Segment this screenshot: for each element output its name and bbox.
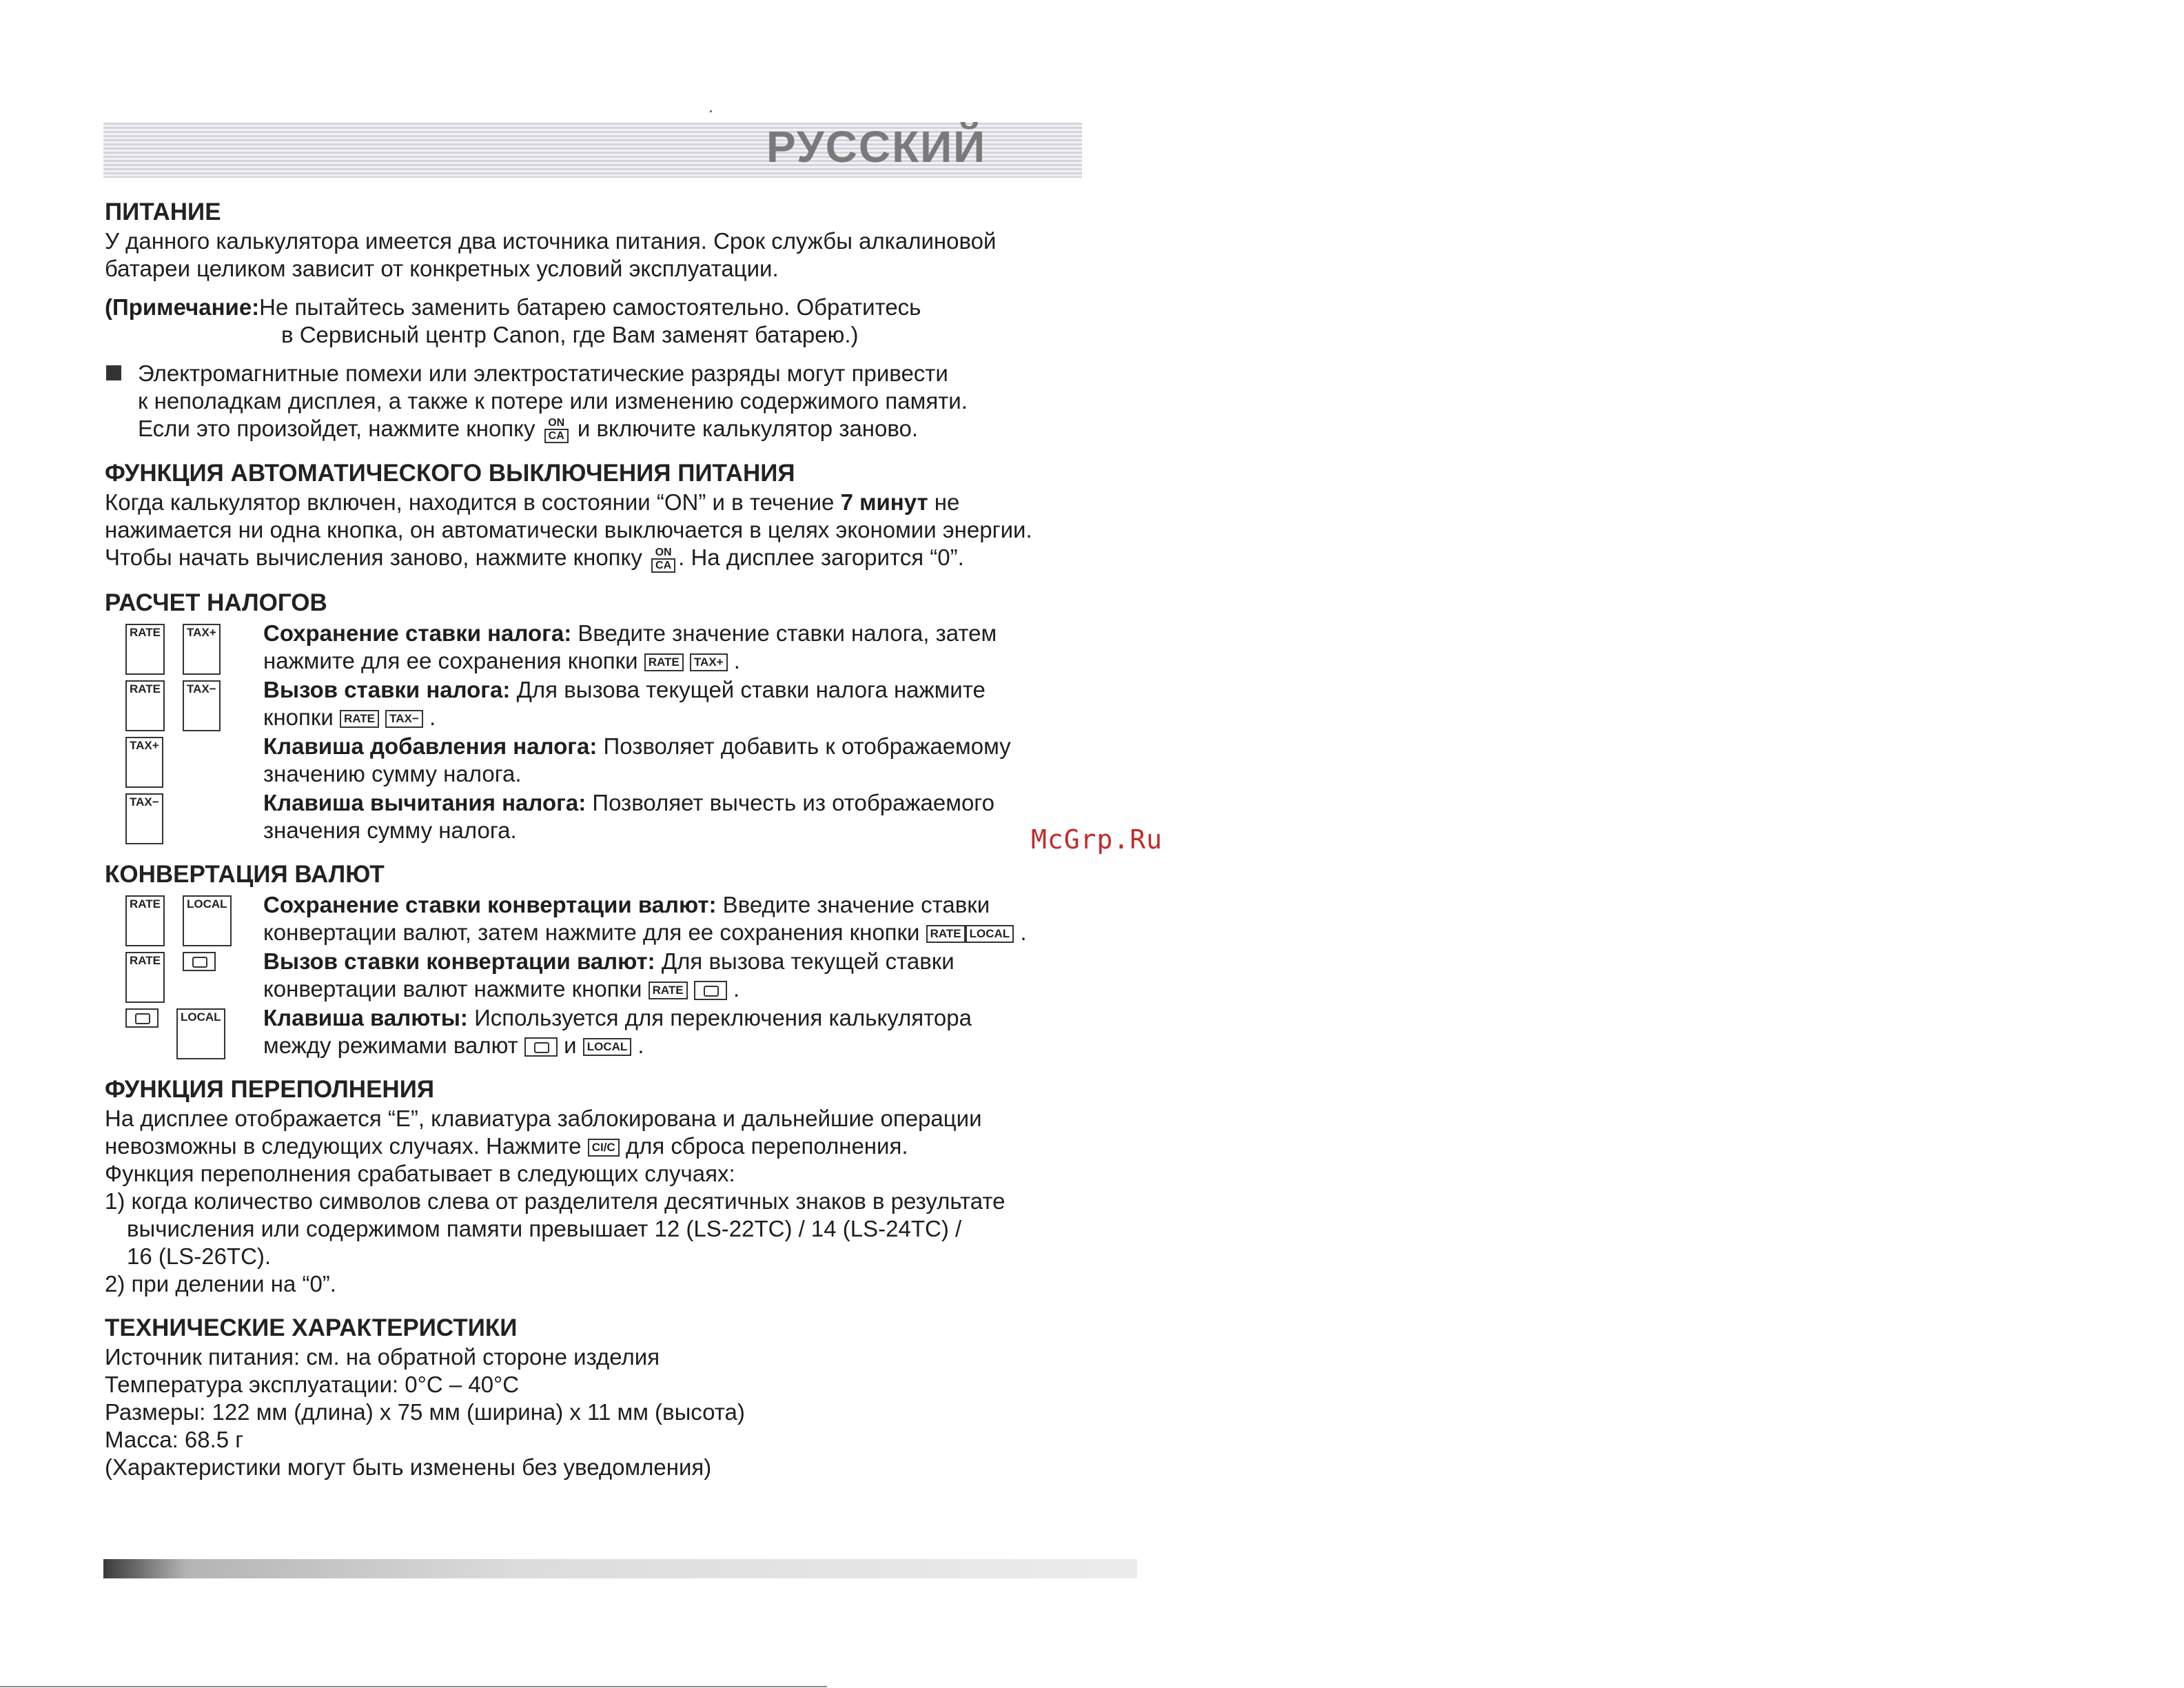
currency-item-line: между режимами валют и LOCAL .: [263, 1032, 644, 1058]
tax-item-line: значению сумму налога.: [263, 760, 522, 786]
auto-off-minutes: 7 минут: [840, 489, 928, 516]
overflow-case: вычисления или содержимом памяти превышает 12 (LS-22TC) / 14 (LS-24TC) /: [127, 1215, 962, 1241]
spec-line: Температура эксплуатации: 0°C – 40°C: [105, 1371, 520, 1397]
footer-band: [103, 1559, 1137, 1578]
power-heading: ПИТАНИЕ: [105, 199, 221, 225]
auto-off-text: Когда калькулятор включен, находится в состоянии “ON” и в течение: [105, 489, 841, 516]
overflow-heading: ФУНКЦИЯ ПЕРЕПОЛНЕНИЯ: [105, 1075, 435, 1103]
currency-item-line: конвертации валют нажмите кнопки RATE .: [263, 975, 740, 1001]
tax-plus-key: TAX+: [183, 624, 221, 675]
currency-item-line: [263, 891, 1118, 919]
currency-icon: [694, 981, 727, 1000]
currency-item: [105, 891, 1118, 946]
tax-item-text: кнопки: [263, 704, 334, 730]
local-key: LOCAL: [966, 925, 1014, 943]
tax-item-line: [263, 733, 1118, 760]
currency-icon: [183, 952, 216, 971]
tax-item-text: нажмите для ее сохранения кнопки: [263, 647, 638, 673]
spec-line: Источник питания: см. на обратной стороне изделия: [105, 1343, 660, 1370]
on-ca-key: [544, 417, 569, 443]
tax-heading: РАСЧЕТ НАЛОГОВ: [105, 589, 327, 616]
currency-item-text: конвертации валют, затем нажмите для ее сохранения кнопки: [263, 919, 920, 945]
on-label: ON: [655, 546, 672, 558]
note-label: (Примечание:: [105, 294, 260, 320]
currency-item-text: Введите значение ставки: [716, 891, 990, 917]
overflow-case: 16 (LS-26TC).: [127, 1243, 272, 1269]
tax-item: [105, 789, 1118, 844]
auto-off-line: [105, 544, 1118, 572]
tax-item-title: Сохранение ставки налога:: [263, 620, 572, 646]
tax-item: [105, 620, 1118, 675]
auto-off-line: [105, 489, 1118, 516]
tax-item-title: Вызов ставки налога:: [263, 676, 511, 702]
tax-item: [105, 733, 1118, 788]
overflow-text: невозможны в следующих случаях. Нажмите: [105, 1132, 588, 1159]
tax-item-text: Для вызова текущей ставки налога нажмите: [510, 676, 986, 702]
currency-item: [105, 948, 1118, 1003]
local-key: LOCAL: [183, 895, 232, 946]
tax-item-line: кнопки RATE TAX− .: [263, 704, 436, 730]
overflow-line: На дисплее отображается “E”, клавиатура заблокирована и дальнейшие операции: [105, 1105, 982, 1131]
currency-item-text: Для вызова текущей ставки: [655, 948, 955, 974]
currency-icon: [125, 1008, 159, 1028]
auto-off-heading: ФУНКЦИЯ АВТОМАТИЧЕСКОГО ВЫКЛЮЧЕНИЯ ПИТАНИЯ: [105, 460, 795, 487]
tax-item-title: Клавиша добавления налога:: [263, 733, 598, 759]
tax-item-text: Позволяет вычесть из отображаемого: [586, 789, 994, 815]
note-line: в Сервисный центр Canon, где Вам заменят батарею.): [281, 322, 859, 347]
currency-item: [105, 1004, 1118, 1059]
tax-minus-key: TAX−: [385, 710, 423, 728]
rate-key: RATE: [125, 680, 165, 731]
currency-item-text: конвертации валют нажмите кнопки: [263, 975, 642, 1001]
bullet-line: [138, 415, 968, 443]
spec-line: Масса: 68.5 г: [105, 1426, 244, 1452]
on-label: ON: [548, 417, 565, 429]
watermark: McGrp.Ru: [1031, 824, 1163, 855]
currency-icon: [524, 1037, 558, 1057]
power-note: [105, 294, 1118, 321]
ca-label: CA: [651, 558, 675, 573]
content: [105, 197, 1118, 1481]
power-line: У данного калькулятора имеется два источника питания. Срок службы алкалиновой: [105, 228, 997, 254]
ca-label: CA: [544, 429, 569, 443]
bullet-line: Электромагнитные помехи или электростатические разряды могут привести: [138, 360, 948, 386]
ci-c-key: CI/C: [588, 1139, 620, 1157]
local-key: LOCAL: [176, 1008, 225, 1059]
bullet-text: Если это произойдет, нажмите кнопку: [138, 416, 535, 441]
overflow-line: [105, 1132, 1118, 1160]
currency-item-title: Сохранение ставки конвертации валют:: [263, 891, 717, 917]
currency-item-line: [263, 1004, 1118, 1032]
auto-off-text: . На дисплее загорится “0”.: [678, 545, 964, 571]
tax-item-title: Клавиша вычитания налога:: [263, 789, 586, 815]
overflow-text: для сброса переполнения.: [619, 1132, 908, 1159]
tax-item-text: Позволяет добавить к отображаемому: [597, 733, 1011, 759]
note-line: Не пытайтесь заменить батарею самостоятельно. Обратитесь: [259, 294, 921, 320]
currency-item-title: Вызов ставки конвертации валют:: [263, 948, 655, 974]
currency-item-title: Клавиша валюты:: [263, 1004, 468, 1030]
auto-off-text: Чтобы начать вычисления заново, нажмите кнопку: [105, 545, 649, 571]
tax-item-line: [263, 676, 1118, 704]
tax-item-line: нажмите для ее сохранения кнопки RATE TAX+ .: [263, 647, 740, 673]
rate-key: RATE: [125, 624, 165, 675]
on-ca-key: [651, 547, 675, 573]
tax-item-line: [263, 789, 1118, 817]
tax-plus-key: TAX+: [690, 653, 728, 671]
currency-item-text: и: [557, 1032, 583, 1058]
interference-bullet: [105, 360, 1118, 443]
tax-plus-key: TAX+: [125, 737, 163, 788]
currency-item-text: Используется для переключения калькулятора: [467, 1004, 972, 1030]
rate-key: RATE: [926, 925, 966, 943]
spec-line: (Характеристики могут быть изменены без уведомления): [105, 1454, 712, 1480]
auto-off-text: не: [928, 489, 960, 516]
bullet-text: и включите калькулятор заново.: [571, 416, 919, 441]
rate-key: RATE: [644, 653, 684, 671]
local-key: LOCAL: [583, 1038, 632, 1056]
rate-key: RATE: [649, 982, 688, 999]
currency-item-text: между режимами валют: [263, 1032, 518, 1058]
page-edge-line: [0, 1686, 827, 1687]
specs-heading: ТЕХНИЧЕСКИЕ ХАРАКТЕРИСТИКИ: [105, 1314, 518, 1341]
rate-key: RATE: [125, 895, 165, 946]
tax-item-line: [263, 620, 1118, 647]
scan-speck: [710, 110, 712, 112]
currency-heading: КОНВЕРТАЦИЯ ВАЛЮТ: [105, 860, 385, 888]
power-line: батареи целиком зависит от конкретных условий эксплуатации.: [105, 256, 779, 281]
tax-minus-key: TAX−: [125, 793, 163, 844]
bullet-square-icon: [106, 365, 121, 380]
specs-list: [105, 1343, 1118, 1481]
bullet-line: к неполадкам дисплея, а также к потере или изменению содержимого памяти.: [138, 388, 968, 414]
tax-item-line: значения сумму налога.: [263, 817, 517, 843]
rate-key: RATE: [125, 952, 165, 1003]
currency-item-line: [263, 948, 1118, 975]
rate-key: RATE: [340, 710, 379, 728]
overflow-case: 1) когда количество символов слева от разделителя десятичных знаков в результате: [105, 1188, 1006, 1214]
overflow-case: 2) при делении на “0”.: [105, 1270, 336, 1296]
currency-item-line: конвертации валют, затем нажмите для ее сохранения кнопки RATE LOCAL .: [263, 919, 1027, 945]
tax-item: [105, 676, 1118, 731]
auto-off-line: нажимается ни одна кнопка, он автоматически выключается в целях экономии энергии.: [105, 517, 1032, 543]
spec-line: Размеры: 122 мм (длина) x 75 мм (ширина) x 11 мм (высота): [105, 1399, 745, 1425]
tax-item-text: Введите значение ставки налога, затем: [571, 620, 997, 646]
language-title: РУССКИЙ: [766, 122, 987, 172]
tax-minus-key: TAX−: [183, 680, 221, 731]
overflow-line: Функция переполнения срабатывает в следующих случаях:: [105, 1160, 735, 1186]
